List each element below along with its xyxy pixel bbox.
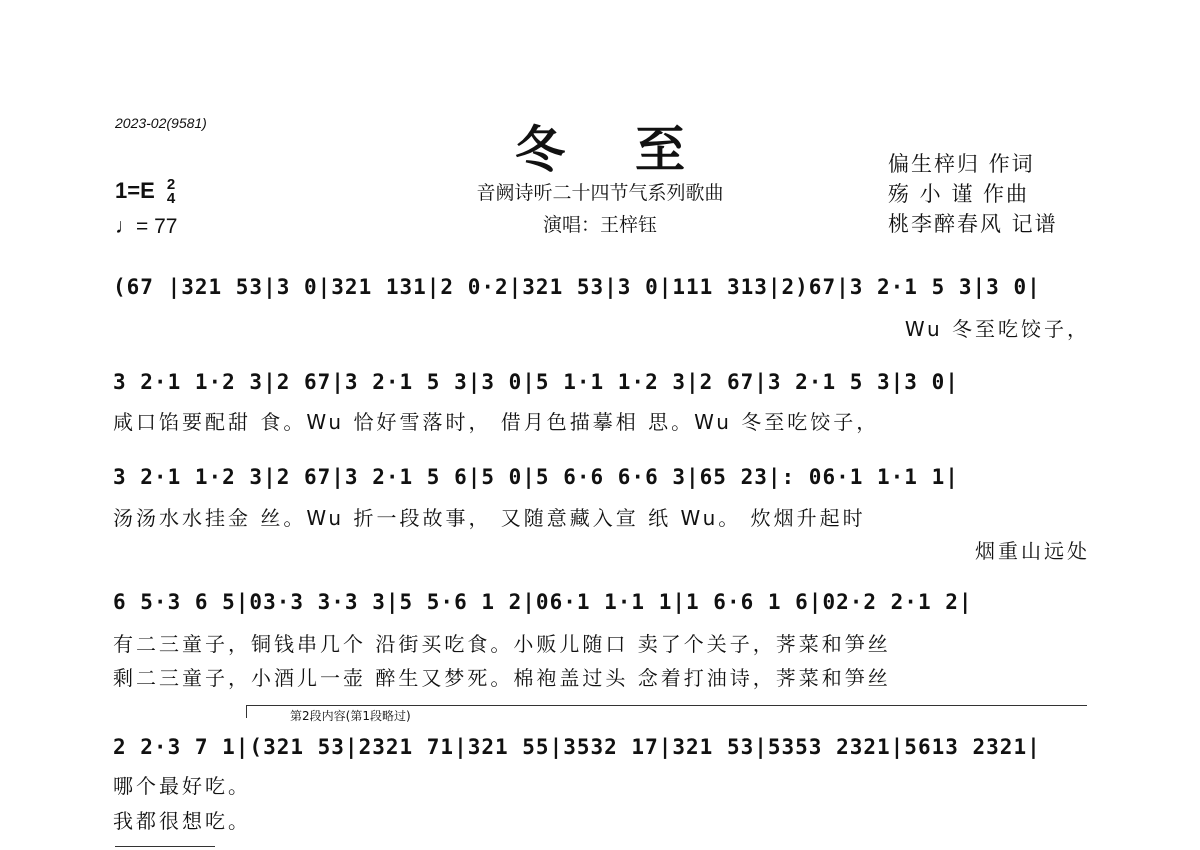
singer-credit: 演唱：王梓钰 <box>542 214 657 236</box>
section-note: 第2段内容(第1段略过) <box>290 709 411 723</box>
lyric-line-5b: 我都很想吃。 <box>113 809 251 833</box>
song-title: 冬至 <box>515 120 755 179</box>
key-signature <box>115 178 175 206</box>
lyric-line-3b: 烟重山远处 <box>975 539 1090 563</box>
tempo-mark: ♩= 77 <box>115 215 178 238</box>
score-code: 2023-02(9581) <box>115 115 207 131</box>
time-signature <box>167 178 175 206</box>
notes-line-2: 3 2·1 1·2 3|2 67|3 2·1 5 3|3 0|5 1·1 1·2 3|2 67|3 2·1 5 3|3 0| <box>113 370 959 394</box>
lyric-line-4b: 剩二三童子，小酒儿一壶 醉生又梦死。棉袍盖过头 念着打油诗，荠菜和笋丝 <box>113 666 891 690</box>
lyricist-credit: 偏生梓归 作词 <box>888 152 1035 176</box>
notes-line-1: (67 |321 53|3 0|321 131|2 0·2|321 53|3 0|111 313|2)67|3 2·1 5 3|3 0| <box>113 275 1041 299</box>
lyric-line-4a: 有二三童子，铜钱串几个 沿街买吃食。小贩儿随口 卖了个关子，荠菜和笋丝 <box>113 632 891 656</box>
composer-credit: 殇 小 谨 作曲 <box>888 182 1030 206</box>
notes-line-5: 2 2·3 7 1|(321 53|2321 71|321 55|3532 17|321 53|5353 2321|5613 2321| <box>113 735 1041 759</box>
transcriber-credit: 桃李醉春风 记谱 <box>888 212 1058 236</box>
lyric-line-5a: 哪个最好吃。 <box>113 774 251 798</box>
song-subtitle: 音阙诗听二十四节气系列歌曲 <box>476 182 724 204</box>
time-top: 2 <box>166 176 176 194</box>
lyric-line-1: Wu 冬至吃饺子， <box>904 317 1090 341</box>
lyric-line-3: 汤汤水水挂金 丝。Wu 折一段故事， 又随意藏入宣 纸 Wu。 炊烟升起时 <box>113 506 866 530</box>
footer-rule <box>115 846 215 847</box>
notes-line-4: 6 5·3 6 5|03·3 3·3 3|5 5·6 1 2|06·1 1·1 1|1 6·6 1 6|02·2 2·1 2| <box>113 590 973 614</box>
notes-line-3: 3 2·1 1·2 3|2 67|3 2·1 5 6|5 0|5 6·6 6·6 3|65 23|: 06·1 1·1 1| <box>113 465 959 489</box>
key-text: 1=E <box>115 178 155 203</box>
time-bottom: 4 <box>166 190 176 208</box>
lyric-line-2: 咸口馅要配甜 食。Wu 恰好雪落时， 借月色描摹相 思。Wu 冬至吃饺子， <box>113 410 880 434</box>
